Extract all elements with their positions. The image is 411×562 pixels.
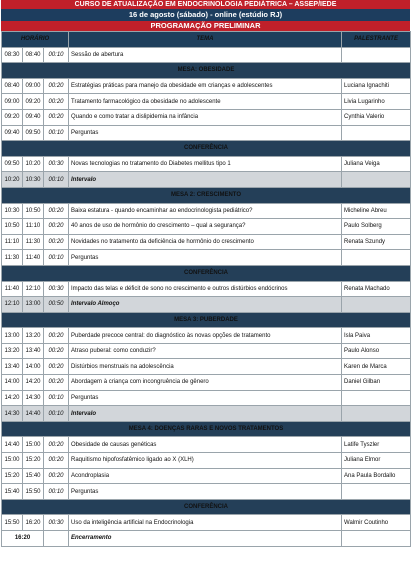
start-time: 10:50 xyxy=(2,219,23,235)
duration: 00:50 xyxy=(44,297,69,313)
duration: 00:20 xyxy=(44,328,69,344)
table-row xyxy=(2,156,411,172)
start-time: 15:40 xyxy=(2,484,23,500)
start-time: 08:40 xyxy=(2,78,23,94)
start-time: 11:40 xyxy=(2,281,23,297)
end-time: 10:30 xyxy=(23,172,44,188)
empty-cell xyxy=(342,531,411,547)
session-theme: Distúrbios menstruais na adolescência xyxy=(69,359,342,375)
end-time: 16:20 xyxy=(23,515,44,531)
table-row xyxy=(2,390,411,406)
end-time: 10:50 xyxy=(23,203,44,219)
speaker-name: Livia Lugarinho xyxy=(342,94,411,110)
table-row xyxy=(2,109,411,125)
schedule-table xyxy=(1,31,411,547)
speaker-name: Juliana Elmor xyxy=(342,453,411,469)
col-header-theme: TEMA xyxy=(69,32,342,48)
start-time: 10:20 xyxy=(2,172,23,188)
start-time: 08:30 xyxy=(2,47,23,63)
session-theme: Obesidade de causas genéticas xyxy=(69,437,342,453)
session-theme: Tratamento farmacológico da obesidade no adolescente xyxy=(69,94,342,110)
duration: 00:30 xyxy=(44,515,69,531)
end-time: 11:10 xyxy=(23,219,44,235)
speaker-name xyxy=(342,250,411,266)
end-time: 12:10 xyxy=(23,281,44,297)
section-header-row xyxy=(2,141,411,157)
speaker-name: Renata Machado xyxy=(342,281,411,297)
duration: 00:20 xyxy=(44,109,69,125)
table-row xyxy=(2,328,411,344)
duration: 00:10 xyxy=(44,250,69,266)
start-time: 09:50 xyxy=(2,156,23,172)
end-time: 15:20 xyxy=(23,453,44,469)
section-title: CONFERÊNCIA xyxy=(2,141,411,157)
speaker-name: Paulo Solberg xyxy=(342,219,411,235)
speaker-name: Walmir Coutinho xyxy=(342,515,411,531)
closing-row xyxy=(2,531,411,547)
col-header-speaker: PALESTRANTE xyxy=(342,32,411,48)
duration: 00:10 xyxy=(44,172,69,188)
duration: 00:20 xyxy=(44,468,69,484)
session-theme: Intervalo xyxy=(69,406,342,422)
section-title: MESA 3: PUBERDADE xyxy=(2,312,411,328)
duration: 00:20 xyxy=(44,359,69,375)
duration: 00:20 xyxy=(44,437,69,453)
section-header-row xyxy=(2,265,411,281)
end-time: 09:50 xyxy=(23,125,44,141)
section-title: MESA: OBESIDADE xyxy=(2,63,411,79)
session-theme: Uso da inteligência artificial na Endocrinologia xyxy=(69,515,342,531)
start-time: 09:40 xyxy=(2,125,23,141)
start-time: 11:30 xyxy=(2,250,23,266)
speaker-name: Paulo Alonso xyxy=(342,343,411,359)
speaker-name xyxy=(342,125,411,141)
duration: 00:10 xyxy=(44,47,69,63)
end-time: 13:20 xyxy=(23,328,44,344)
speaker-name: Luciana Ignachiti xyxy=(342,78,411,94)
speaker-name: Daniel Gilban xyxy=(342,375,411,391)
end-time: 08:40 xyxy=(23,47,44,63)
table-row xyxy=(2,468,411,484)
session-theme: Impacto das telas e déficit de sono no crescimento e outros distúrbios endócrinos xyxy=(69,281,342,297)
duration: 00:10 xyxy=(44,390,69,406)
duration: 00:20 xyxy=(44,219,69,235)
duration: 00:20 xyxy=(44,94,69,110)
section-title: CONFERÊNCIA xyxy=(2,265,411,281)
end-time: 09:20 xyxy=(23,94,44,110)
end-time: 10:20 xyxy=(23,156,44,172)
speaker-name xyxy=(342,484,411,500)
table-row xyxy=(2,453,411,469)
section-header-row xyxy=(2,499,411,515)
duration: 00:10 xyxy=(44,484,69,500)
course-date: 16 de agosto (sábado) - online (estúdio RJ) xyxy=(1,9,410,21)
table-row xyxy=(2,281,411,297)
session-theme: Quando e como tratar a dislipidemia na infância xyxy=(69,109,342,125)
start-time: 14:30 xyxy=(2,406,23,422)
end-time: 11:30 xyxy=(23,234,44,250)
duration: 00:30 xyxy=(44,156,69,172)
program-heading: PROGRAMAÇÃO PRELIMINAR xyxy=(1,21,410,31)
empty-cell xyxy=(44,531,69,547)
session-theme: Sessão de abertura xyxy=(69,47,342,63)
start-time: 15:50 xyxy=(2,515,23,531)
duration: 00:20 xyxy=(44,203,69,219)
table-row xyxy=(2,359,411,375)
session-theme: Puberdade precoce central: do diagnóstico às novas opções de tratamento xyxy=(69,328,342,344)
session-theme: Perguntas xyxy=(69,390,342,406)
end-time: 14:30 xyxy=(23,390,44,406)
start-time: 14:40 xyxy=(2,437,23,453)
break-row xyxy=(2,297,411,313)
table-row xyxy=(2,94,411,110)
start-time: 11:10 xyxy=(2,234,23,250)
end-time: 14:00 xyxy=(23,359,44,375)
table-row xyxy=(2,47,411,63)
end-time: 15:40 xyxy=(23,468,44,484)
start-time: 13:00 xyxy=(2,328,23,344)
section-title: MESA 2: CRESCIMENTO xyxy=(2,187,411,203)
session-theme: Novas tecnologias no tratamento do Diabetes mellitus tipo 1 xyxy=(69,156,342,172)
speaker-name: Latife Tyszler xyxy=(342,437,411,453)
section-title: CONFERÊNCIA xyxy=(2,499,411,515)
speaker-name xyxy=(342,406,411,422)
start-time: 09:20 xyxy=(2,109,23,125)
speaker-name: Juliana Veiga xyxy=(342,156,411,172)
session-theme: Perguntas xyxy=(69,125,342,141)
table-row xyxy=(2,437,411,453)
table-row xyxy=(2,515,411,531)
duration: 00:20 xyxy=(44,453,69,469)
closing-label: Encerramento xyxy=(69,531,342,547)
section-header-row xyxy=(2,187,411,203)
column-header-row xyxy=(2,32,411,48)
schedule-body xyxy=(2,32,411,547)
speaker-name: Ana Paula Bordallo xyxy=(342,468,411,484)
session-theme: Perguntas xyxy=(69,250,342,266)
duration: 00:20 xyxy=(44,343,69,359)
start-time: 12:10 xyxy=(2,297,23,313)
session-theme: Acondroplasia xyxy=(69,468,342,484)
start-time: 14:00 xyxy=(2,375,23,391)
table-row xyxy=(2,125,411,141)
end-time: 14:20 xyxy=(23,375,44,391)
end-time: 13:40 xyxy=(23,343,44,359)
duration: 00:20 xyxy=(44,234,69,250)
speaker-name: Renata Szundy xyxy=(342,234,411,250)
start-time: 15:00 xyxy=(2,453,23,469)
start-time: 15:20 xyxy=(2,468,23,484)
section-header-row xyxy=(2,63,411,79)
table-row xyxy=(2,203,411,219)
session-theme: Atraso puberal: como conduzir? xyxy=(69,343,342,359)
duration: 00:20 xyxy=(44,78,69,94)
duration: 00:20 xyxy=(44,375,69,391)
break-row xyxy=(2,172,411,188)
session-theme: Raquitismo hipofosfatêmico ligado ao X (XLH) xyxy=(69,453,342,469)
session-theme: Novidades no tratamento da deficiência de hormônio do crescimento xyxy=(69,234,342,250)
speaker-name: Micheline Abreu xyxy=(342,203,411,219)
col-header-time: HORÁRIO xyxy=(2,32,69,48)
duration: 00:10 xyxy=(44,406,69,422)
end-time: 13:00 xyxy=(23,297,44,313)
speaker-name xyxy=(342,390,411,406)
start-time: 10:30 xyxy=(2,203,23,219)
end-time: 09:40 xyxy=(23,109,44,125)
session-theme: Perguntas xyxy=(69,484,342,500)
table-row xyxy=(2,343,411,359)
duration: 00:10 xyxy=(44,125,69,141)
table-row xyxy=(2,219,411,235)
start-time: 13:20 xyxy=(2,343,23,359)
end-time: 15:00 xyxy=(23,437,44,453)
speaker-name xyxy=(342,172,411,188)
speaker-name xyxy=(342,47,411,63)
start-time: 14:20 xyxy=(2,390,23,406)
speaker-name xyxy=(342,297,411,313)
table-row xyxy=(2,375,411,391)
section-header-row xyxy=(2,312,411,328)
session-theme: 40 anos de uso de hormônio do crescimento – qual a segurança? xyxy=(69,219,342,235)
break-row xyxy=(2,406,411,422)
end-time: 14:40 xyxy=(23,406,44,422)
table-row xyxy=(2,250,411,266)
session-theme: Baixa estatura - quando encaminhar ao endocrinologista pediátrico? xyxy=(69,203,342,219)
session-theme: Estratégias práticas para manejo da obesidade em crianças e adolescentes xyxy=(69,78,342,94)
start-time: 13:40 xyxy=(2,359,23,375)
table-row xyxy=(2,484,411,500)
start-time: 09:00 xyxy=(2,94,23,110)
section-header-row xyxy=(2,421,411,437)
session-theme: Intervalo xyxy=(69,172,342,188)
speaker-name: Cynthia Valerio xyxy=(342,109,411,125)
session-theme: Intervalo Almoço xyxy=(69,297,342,313)
table-row xyxy=(2,78,411,94)
end-time: 09:00 xyxy=(23,78,44,94)
end-time: 11:40 xyxy=(23,250,44,266)
speaker-name: Isla Paiva xyxy=(342,328,411,344)
speaker-name: Karen de Marca xyxy=(342,359,411,375)
end-time: 15:50 xyxy=(23,484,44,500)
table-row xyxy=(2,234,411,250)
section-title: MESA 4: DOENÇAS RARAS E NOVOS TRATAMENTOS xyxy=(2,421,411,437)
closing-time: 16:20 xyxy=(2,531,44,547)
course-title: CURSO DE ATUALIZAÇÃO EM ENDOCRINOLOGIA PEDIÁTRICA – ASSEP/IEDE xyxy=(1,0,410,9)
session-theme: Abordagem à criança com incongruência de gênero xyxy=(69,375,342,391)
duration: 00:30 xyxy=(44,281,69,297)
